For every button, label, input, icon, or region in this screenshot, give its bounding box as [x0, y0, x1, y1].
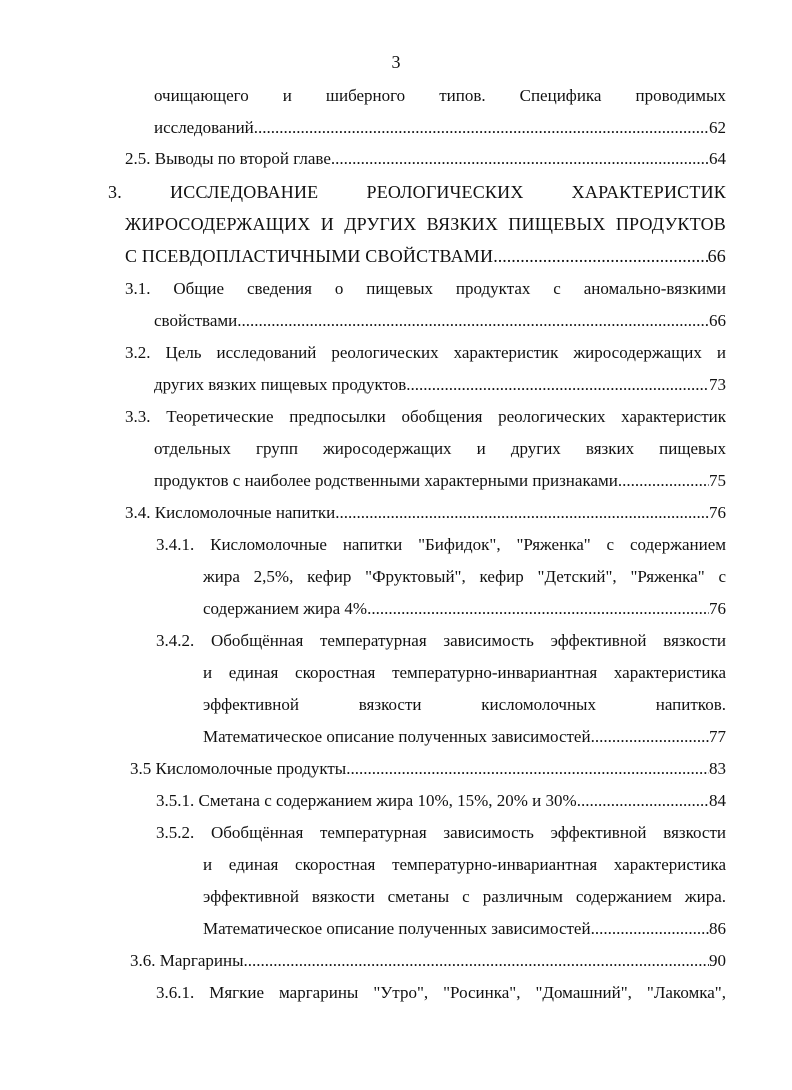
toc-page-ref: 73	[709, 375, 726, 394]
toc-entry-text: 3.4. Кисломолочные напитки	[125, 503, 336, 522]
toc-leader-dots	[591, 917, 709, 941]
toc-word: вязкости	[358, 695, 422, 714]
toc-page-ref: 62	[709, 118, 726, 137]
toc-section-number: 3.1.	[125, 279, 151, 298]
toc-word: очищающего	[154, 86, 249, 105]
toc-line-9: 3.2. Цель исследований реологических характеристик жиросодержащих и	[125, 343, 726, 362]
toc-line-23	[156, 789, 726, 813]
toc-line-26: эффективной вязкости сметаны с различным содержанием жира.	[203, 887, 726, 906]
toc-word: ИССЛЕДОВАНИЕ	[170, 182, 319, 202]
toc-entry-text: С ПСЕВДОПЛАСТИЧНЫМИ СВОЙСТВАМИ	[125, 246, 494, 266]
toc-line-4	[108, 180, 726, 204]
toc-word: других	[510, 439, 561, 458]
toc-leader-dots	[237, 309, 709, 333]
toc-line-27	[203, 917, 726, 941]
toc-line-10	[154, 373, 726, 397]
toc-line-28	[130, 949, 726, 973]
toc-line-13	[154, 469, 726, 493]
toc-page-ref: 66	[707, 246, 726, 266]
toc-word: и	[282, 86, 292, 105]
toc-line-1	[154, 84, 726, 108]
toc-line-22	[130, 757, 726, 781]
toc-word: отдельных	[154, 439, 231, 458]
toc-line-20	[203, 693, 726, 717]
toc-word: Специфика	[519, 86, 602, 105]
toc-entry-text: других вязких пищевых продуктов	[154, 375, 407, 394]
toc-leader-dots	[335, 501, 709, 525]
toc-leader-dots	[371, 597, 709, 621]
toc-leader-dots	[577, 789, 709, 813]
toc-chapter-number: 3.	[108, 182, 122, 202]
toc-word: продуктах	[455, 279, 531, 298]
toc-page-ref: 75	[709, 471, 726, 490]
toc-entry-text: продуктов с наиболее родственными характерными признаками	[154, 471, 618, 490]
toc-line-8	[154, 309, 726, 333]
toc-leader-dots	[618, 469, 709, 493]
toc-line-12	[154, 437, 726, 461]
toc-line-18: 3.4.2. Обобщённая температурная зависимость эффективной вязкости	[156, 631, 726, 650]
toc-entry-text: Математическое описание полученных зависимостей	[203, 919, 591, 938]
toc-word: и	[476, 439, 486, 458]
toc-word: аномально-вязкими	[583, 279, 726, 298]
toc-word: ХАРАКТЕРИСТИК	[571, 182, 726, 202]
toc-page-ref: 84	[709, 791, 726, 810]
toc-word: кисломолочных	[481, 695, 596, 714]
toc-page-ref: 90	[709, 951, 726, 970]
page-number: 3	[391, 52, 401, 72]
toc-word: жиросодержащих	[323, 439, 452, 458]
toc-leader-dots	[331, 147, 709, 171]
toc-page-ref: 77	[709, 727, 726, 746]
toc-leader-dots	[406, 373, 709, 397]
toc-page-ref: 83	[709, 759, 726, 778]
toc-leader-dots	[346, 757, 709, 781]
toc-word: шиберного	[325, 86, 406, 105]
toc-line-6	[125, 244, 726, 268]
toc-entry-text: 2.5. Выводы по второй главе	[125, 149, 331, 168]
toc-line-17	[203, 597, 726, 621]
toc-page-ref: 86	[709, 919, 726, 938]
toc-page-ref: 76	[709, 599, 726, 618]
toc-word: пищевых	[366, 279, 434, 298]
toc-entry-text: содержанием жира 4%.	[203, 599, 372, 618]
toc-line-25: и единая скоростная температурно-инвариантная характеристика	[203, 855, 726, 874]
toc-word: сведения	[246, 279, 312, 298]
toc-line-19: и единая скоростная температурно-инвариантная характеристика	[203, 663, 726, 682]
toc-line-16: жира 2,5%, кефир "Фруктовый", кефир "Детский", "Ряженка" с	[203, 567, 726, 586]
toc-word: Общие	[173, 279, 225, 298]
toc-line-24: 3.5.2. Обобщённая температурная зависимость эффективной вязкости	[156, 823, 726, 842]
toc-page-ref: 76	[709, 503, 726, 522]
toc-page-ref: 64	[709, 149, 726, 168]
toc-leader-dots	[258, 116, 709, 140]
toc-line-5: ЖИРОСОДЕРЖАЩИХ И ДРУГИХ ВЯЗКИХ ПИЩЕВЫХ ПРОДУКТОВ	[125, 214, 726, 234]
toc-line-2	[154, 116, 726, 140]
toc-word: типов.	[439, 86, 486, 105]
toc-word: о	[334, 279, 344, 298]
toc-line-11: 3.3. Теоретические предпосылки обобщения реологических характеристик	[125, 407, 726, 426]
toc-word: проводимых	[635, 86, 726, 105]
toc-page-ref: 66	[709, 311, 726, 330]
toc-entry-text: 3.5 Кисломолочные продукты	[130, 759, 347, 778]
toc-word: вязких	[585, 439, 635, 458]
toc-leader-dots	[244, 949, 709, 973]
toc-line-3	[125, 147, 726, 171]
toc-word: напитков.	[655, 695, 726, 714]
toc-line-14	[125, 501, 726, 525]
toc-word: РЕОЛОГИЧЕСКИХ	[366, 182, 524, 202]
toc-entry-text: 3.6. Маргарины	[130, 951, 244, 970]
toc-line-21	[203, 725, 726, 749]
toc-entry-text: Математическое описание полученных зависимостей	[203, 727, 591, 746]
toc-line-15: 3.4.1. Кисломолочные напитки "Бифидок", "Ряженка" с содержанием	[156, 535, 726, 554]
toc-entry-text: свойствами	[154, 311, 238, 330]
toc-word: эффективной	[203, 695, 299, 714]
toc-leader-dots	[493, 244, 707, 268]
toc-entry-text: исследований.	[154, 118, 259, 137]
toc-line-7	[125, 277, 726, 301]
toc-word: пищевых	[659, 439, 726, 458]
toc-word: с	[553, 279, 561, 298]
toc-line-29: 3.6.1. Мягкие маргарины "Утро", "Росинка", "Домашний", "Лакомка",	[156, 983, 726, 1002]
toc-entry-text: 3.5.1. Сметана с содержанием жира 10%, 15%, 20% и 30%	[156, 791, 577, 810]
toc-leader-dots	[591, 725, 709, 749]
toc-word: групп	[256, 439, 298, 458]
